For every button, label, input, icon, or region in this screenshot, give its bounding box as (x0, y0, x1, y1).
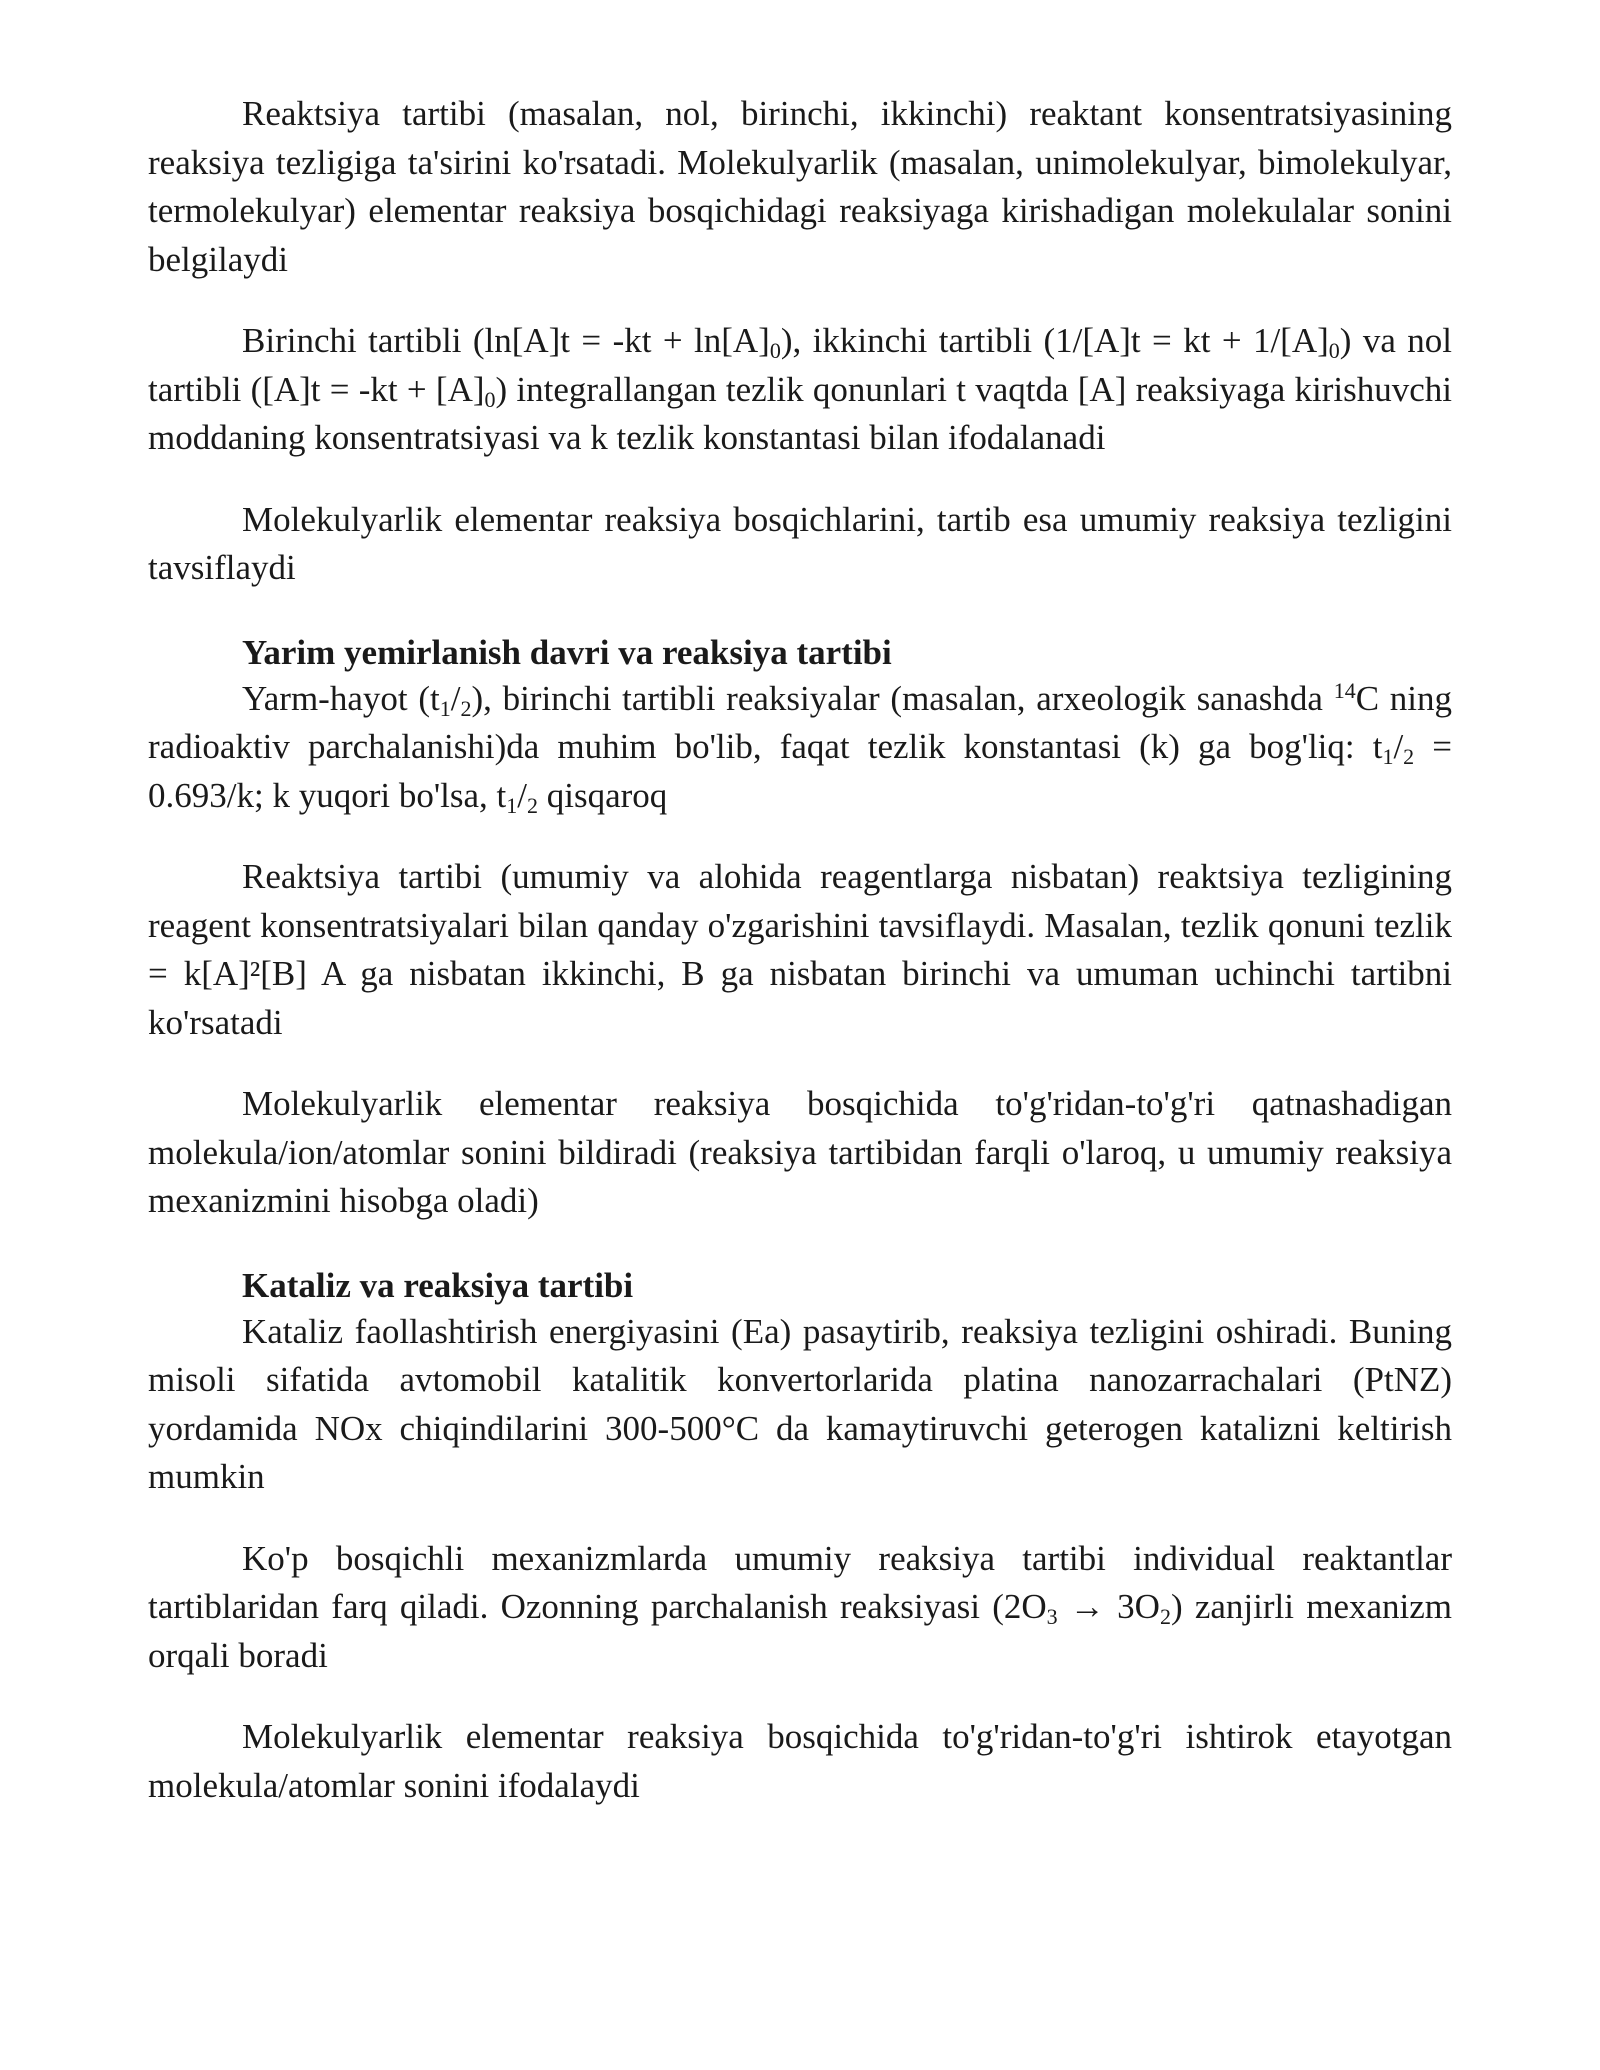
subscript: 2 (460, 695, 472, 721)
paragraph-molecularity-elementary: Molekulyarlik elementar reaksiya bosqichida to'g'ridan-to'g'ri ishtirok etayotgan molekula/atomlar sonini ifodalaydi (148, 1717, 1452, 1805)
subscript: 1 (506, 792, 518, 818)
paragraph-catalysis: Kataliz faollashtirish energiyasini (Ea) pasaytirib, reaksiya tezligini oshiradi. Buning misoli sifatida avtomobil katalitik konvertorlarida platina nanozarrachalari (PtNZ) yordamida NOx chiqindilarini 300-500°C da kamaytiruvchi geterogen katalizni keltirish mumkin (148, 1311, 1452, 1496)
paragraph-integrated-rate-laws (148, 317, 1452, 463)
paragraph-rate-law-example: Reaktsiya tartibi (umumiy va alohida reagentlarga nisbatan) reaktsiya tezligining reagent konsentratsiyalari bilan qanday o'zgarishini tavsiflaydi. Masalan, tezlik qonuni tezlik = k[A]²[B] A ga nisbatan ikkinchi, B ga nisbatan birinchi va umuman uchinchi tartibni ko'rsatadi (148, 857, 1452, 1042)
subscript: 1 (439, 695, 451, 721)
text-run: → 3O (1057, 1587, 1160, 1626)
text-run: ), birinchi tartibli reaksiyalar (masalan, arxeologik sanashda (471, 678, 1334, 718)
text-run: ) zanjirli mexanizm orqali boradi (148, 1587, 1452, 1675)
document-page (148, 90, 1452, 1843)
text-run: qisqaroq (537, 775, 668, 815)
heading-half-life: Yarim yemirlanish davri va reaksiya tartibi (242, 632, 892, 672)
paragraph-reaction-order-intro: Reaktsiya tartibi (masalan, nol, birinchi, ikkinchi) reaktant konsentratsiyasining reaksiya tezligiga ta'sirini ko'rsatadi. Molekulyarlik (masalan, unimolekulyar, bimolekulyar, termolekulyar) elementar reaksiya bosqichidagi reaksiyaga kirishadigan molekulalar sonini belgilaydi (148, 94, 1452, 279)
text-run: C ning radioaktiv parchalanishi)da muhim bo'lib, faqat tezlik konstantasi (k) ga bog'liq: t (148, 678, 1452, 766)
subscript: 0 (1328, 338, 1340, 363)
text-run: ) va nol tartibli ([A]t = -kt + [A] (148, 321, 1453, 409)
subscript: 1 (1382, 744, 1394, 769)
text-run: Ko'p bosqichli mexanizmlarda umumiy reaksiya tartibi individual reaktantlar tartiblaridan farq qiladi. Ozonning parchalanish reaksiyasi (2O (148, 1538, 1452, 1626)
text-run: / (517, 775, 527, 815)
text-run: / (1393, 727, 1404, 766)
text-run: ), ikkinchi tartibli (1/[A]t = kt + 1/[A] (780, 321, 1329, 360)
subscript: 2 (526, 792, 538, 818)
paragraph-multistep-mechanisms (148, 1535, 1452, 1681)
heading-catalysis: Kataliz va reaksiya tartibi (242, 1265, 634, 1305)
subscript: 0 (769, 338, 781, 363)
subscript: 2 (1403, 744, 1415, 769)
text-run: ) integrallangan tezlik qonunlari t vaqtda [A] reaksiyaga kirishuvchi moddaning konsentratsiyasi va k tezlik konstantasi bilan ifodalanadi (148, 369, 1452, 457)
paragraph-molecularity-definition: Molekulyarlik elementar reaksiya bosqichida to'g'ridan-to'g'ri qatnashadigan molekula/ion/atomlar sonini bildiradi (reaksiya tartibidan farqli o'laroq, u umumiy reaksiya mexanizmini hisobga oladi) (148, 1084, 1452, 1220)
subscript: 2 (1159, 1604, 1171, 1629)
superscript: 14 (1333, 677, 1356, 703)
subscript: 3 (1046, 1604, 1058, 1629)
text-run: Yarm-hayot (t (242, 678, 440, 718)
text-run: = 0.693/k; k yuqori bo'lsa, t (148, 727, 1452, 815)
text-run: / (450, 678, 461, 718)
paragraph-half-life (148, 675, 1452, 821)
subscript: 0 (484, 386, 496, 412)
paragraph-molecularity-vs-order: Molekulyarlik elementar reaksiya bosqichlarini, tartib esa umumiy reaksiya tezligini tavsiflaydi (148, 499, 1452, 587)
text-run: Birinchi tartibli (ln[A]t = -kt + ln[A] (242, 321, 770, 360)
